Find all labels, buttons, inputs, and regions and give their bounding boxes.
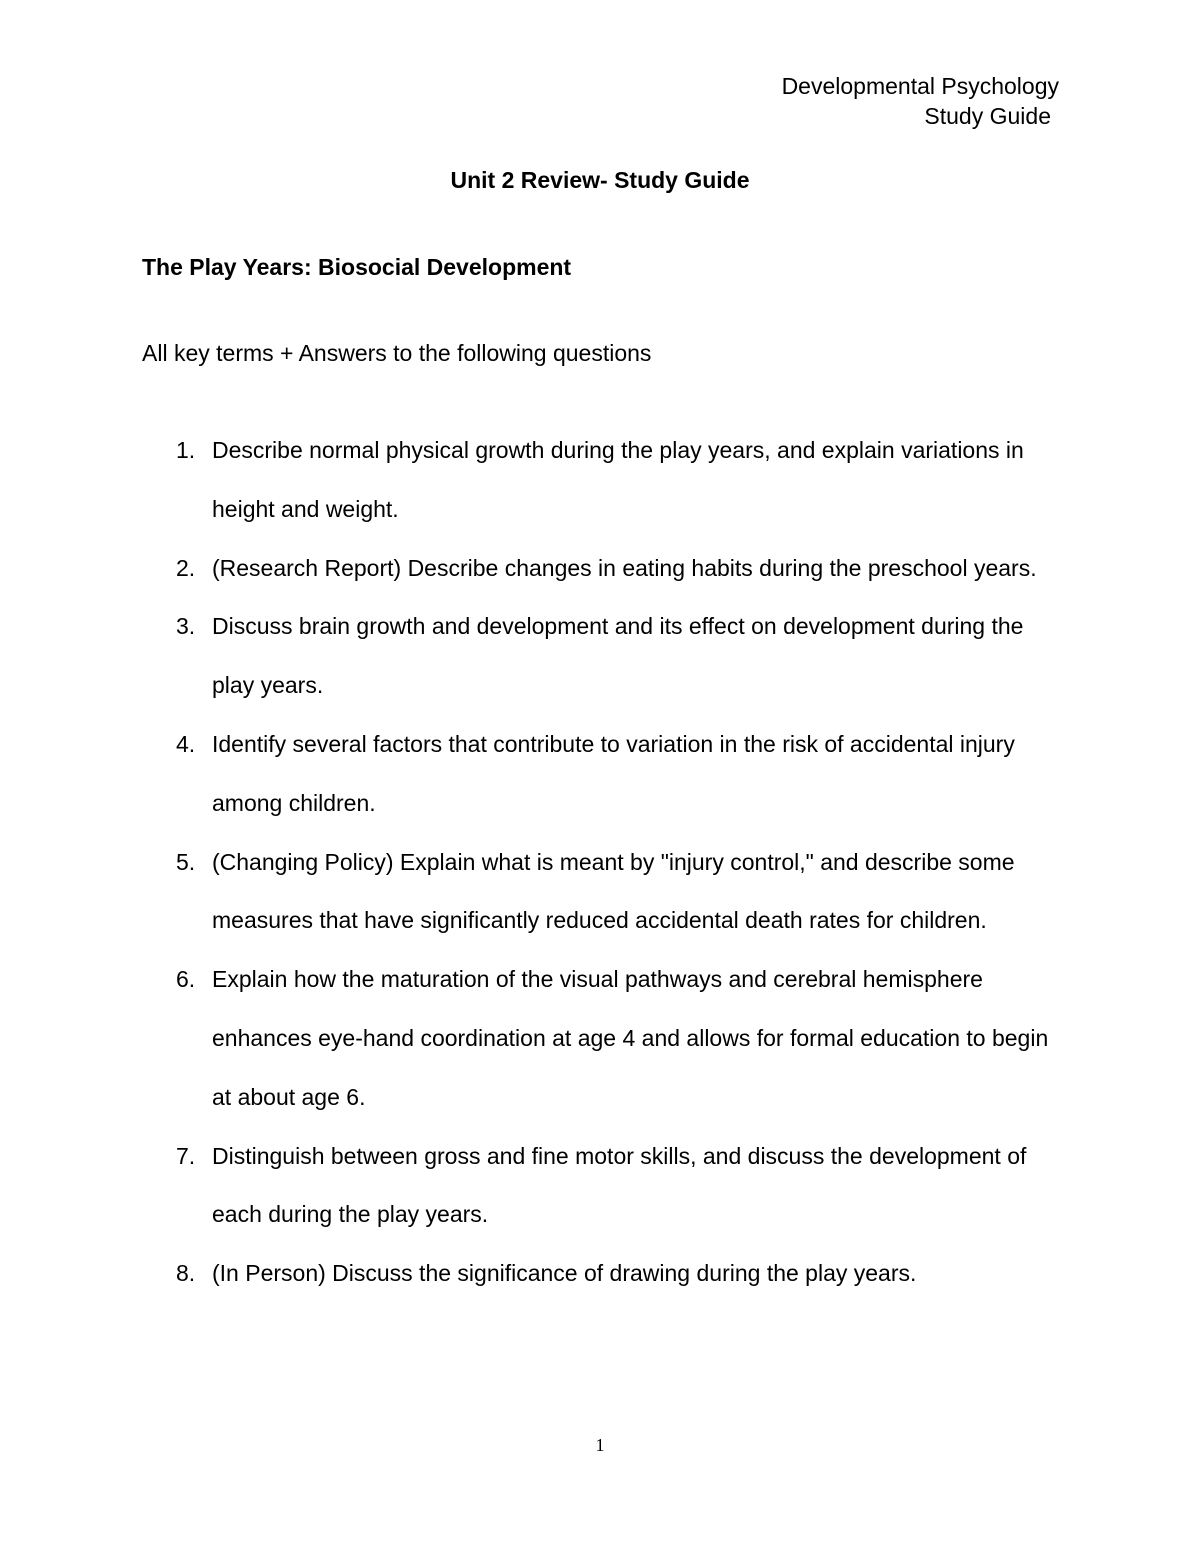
question-number: 8. — [176, 1260, 196, 1287]
question-item — [142, 1244, 1062, 1303]
question-number: 3. — [176, 613, 196, 640]
intro-text: All key terms + Answers to the following questions — [142, 340, 652, 366]
section-heading: The Play Years: Biosocial Development — [142, 254, 572, 280]
question-text: Distinguish between gross and fine motor skills, and discuss the development of each during the play years. — [212, 1142, 1027, 1228]
question-number: 2. — [176, 554, 196, 581]
question-item — [142, 597, 1062, 715]
question-item — [142, 1127, 1062, 1245]
question-text: Describe normal physical growth during the play years, and explain variations in height and weight. — [212, 437, 1024, 522]
question-item — [142, 833, 1062, 951]
question-number: 5. — [176, 848, 196, 875]
question-text: Discuss brain growth and development and its effect on development during the play years. — [212, 613, 1024, 699]
question-item — [142, 421, 1062, 539]
question-text: (In Person) Discuss the significance of drawing during the play years. — [212, 1260, 917, 1287]
question-number: 4. — [176, 730, 196, 757]
question-text: (Changing Policy) Explain what is meant by "injury control," and describe some measures that have significantly reduced accidental death rates for children. — [212, 848, 1015, 934]
question-item — [142, 539, 1062, 598]
header-doc-type: Study Guide — [924, 103, 1051, 129]
question-item — [142, 950, 1062, 1126]
header-course: Developmental Psychology — [781, 73, 1059, 99]
question-text: Identify several factors that contribute to variation in the risk of accidental injury among children. — [212, 730, 1015, 816]
question-number: 1. — [176, 437, 196, 463]
page-header — [782, 71, 1059, 131]
question-number: 7. — [176, 1142, 196, 1169]
question-text: (Research Report) Describe changes in eating habits during the preschool years. — [212, 554, 1037, 581]
question-number: 6. — [176, 966, 196, 993]
question-text: Explain how the maturation of the visual pathways and cerebral hemisphere enhances eye-hand coordination at age 4 and allows for formal education to begin at about age 6. — [212, 966, 1049, 1110]
page-number: 1 — [595, 1435, 605, 1455]
question-item — [142, 715, 1062, 833]
question-list — [142, 421, 1062, 1303]
document-title: Unit 2 Review- Study Guide — [450, 167, 750, 193]
